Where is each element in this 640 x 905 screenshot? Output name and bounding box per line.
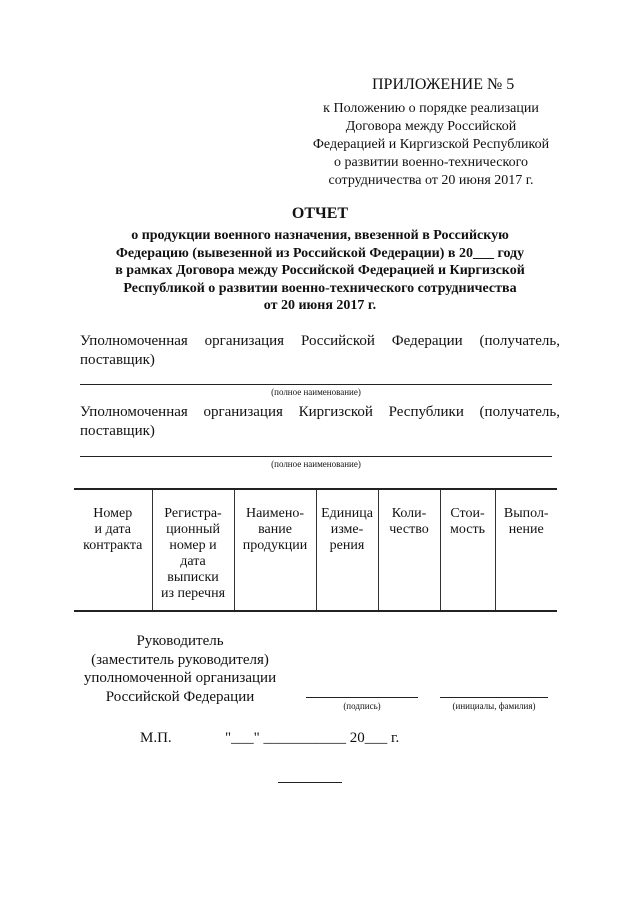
head-line: уполномоченной организации xyxy=(83,670,277,686)
org-ru-line2: поставщик) xyxy=(80,352,155,368)
org-kg-word: (получатель, xyxy=(479,404,560,420)
org-ru-name-field[interactable] xyxy=(80,384,552,385)
report-subtitle-line: Республикой о развитии военно-технического сотрудничества xyxy=(123,280,517,296)
org-kg-word: организация xyxy=(203,404,283,420)
report-table xyxy=(74,488,557,612)
org-kg-line2: поставщик) xyxy=(80,423,155,439)
table-header-row xyxy=(74,489,557,611)
report-subtitle xyxy=(70,227,570,315)
signature-field[interactable] xyxy=(306,697,418,698)
col-contract: Номер и дата контракта xyxy=(74,489,152,611)
org-ru-word: Федерации xyxy=(391,333,463,349)
col-registration: Регистра- ционный номер и дата выписки из перечня xyxy=(152,489,234,611)
annex-title: ПРИЛОЖЕНИЕ № 5 xyxy=(372,76,515,93)
footnote-separator xyxy=(278,782,342,783)
name-field[interactable] xyxy=(440,697,548,698)
report-subtitle-line: о продукции военного назначения, ввезенной в Российскую xyxy=(131,228,509,243)
org-ru-caption: (полное наименование) xyxy=(271,387,361,397)
date-field[interactable]: "___" ___________ 20___ г. xyxy=(225,730,400,746)
org-ru-word: (получатель, xyxy=(479,333,560,349)
name-caption: (инициалы, фамилия) xyxy=(452,701,536,711)
col-product-name: Наимено- вание продукции xyxy=(234,489,316,611)
report-subtitle-line: в рамках Договора между Российской Федерацией и Киргизской xyxy=(115,263,525,278)
head-signatory xyxy=(60,632,300,706)
annex-subtitle-line: Договора между Российской xyxy=(345,119,517,134)
org-ru-word: организация xyxy=(204,333,285,349)
annex-subtitle-line: сотрудничества от 20 июня 2017 г. xyxy=(328,173,534,188)
org-kg-name-field[interactable] xyxy=(80,456,552,457)
col-cost: Стои- мость xyxy=(440,489,495,611)
org-ru-word: Уполномоченная xyxy=(80,333,188,349)
org-kg-caption: (полное наименование) xyxy=(271,459,361,469)
stamp-place: М.П. xyxy=(140,730,172,746)
org-kg-word: Уполномоченная xyxy=(80,404,188,420)
org-kg-word: Киргизской xyxy=(298,404,373,420)
annex-subtitle-line: к Положению о порядке реализации xyxy=(323,101,539,116)
annex-subtitle xyxy=(300,100,562,190)
report-subtitle-line: Федерацию (вывезенной из Российской Федерации) в 20___ году xyxy=(115,245,525,261)
report-title: ОТЧЕТ xyxy=(291,205,349,222)
head-line: Руководитель xyxy=(136,633,224,649)
report-subtitle-line: от 20 июня 2017 г. xyxy=(263,298,377,313)
org-ru-word: Российской xyxy=(300,333,375,349)
org-kg-label xyxy=(80,403,560,441)
org-ru-label xyxy=(80,332,560,370)
org-kg-word: Республики xyxy=(388,404,464,420)
signature-caption: (подпись) xyxy=(343,701,381,711)
head-line: Российской Федерации xyxy=(105,688,255,705)
head-line: (заместитель руководителя) xyxy=(91,651,269,668)
annex-subtitle-line: Федерацией и Киргизской Республикой xyxy=(312,137,550,152)
annex-subtitle-line: о развитии военно-технического xyxy=(334,155,528,170)
col-quantity: Коли- чество xyxy=(378,489,440,611)
col-execution: Выпол- нение xyxy=(495,489,557,611)
col-unit: Единица изме- рения xyxy=(316,489,378,611)
